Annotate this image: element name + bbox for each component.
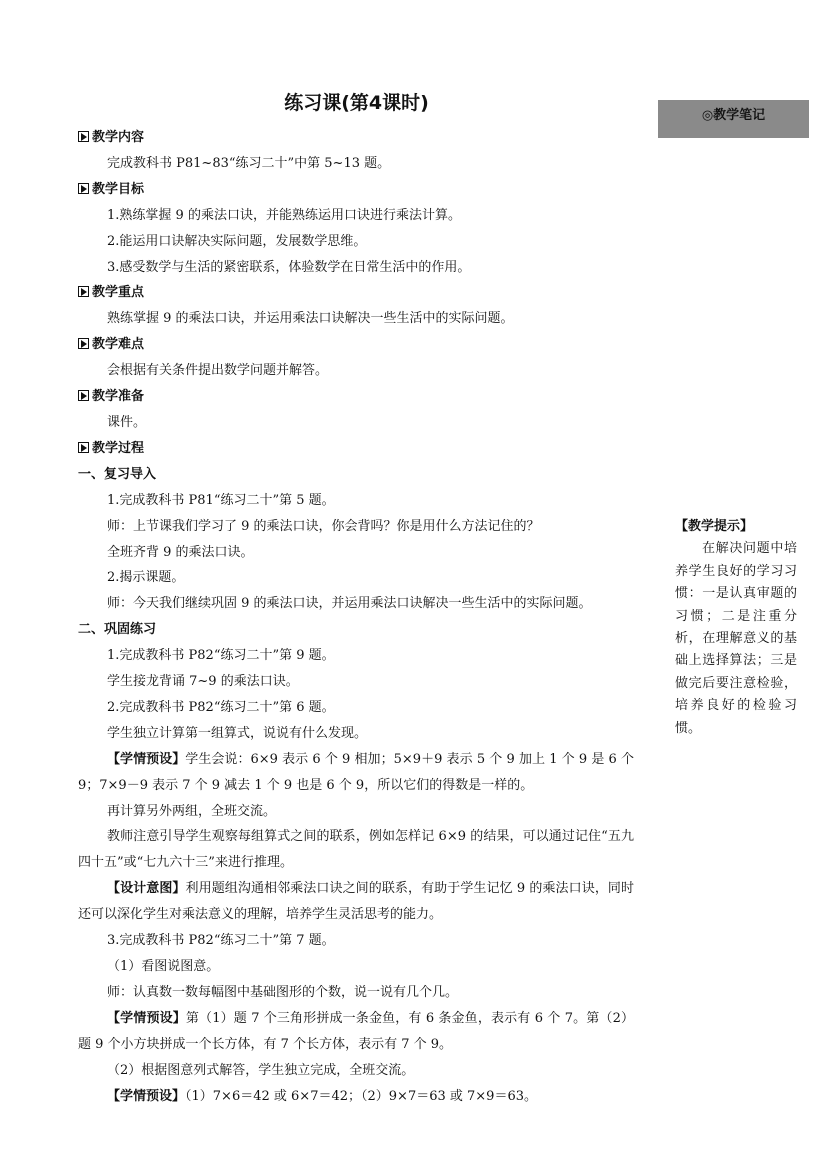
section-heading-goals: 教学目标 <box>78 177 634 203</box>
triangle-bullet-icon <box>78 442 89 453</box>
goal-item: 3.感受数学与生活的紧密联系，体验数学在日常生活中的作用。 <box>107 259 471 275</box>
section-heading-difficulty: 教学难点 <box>78 332 634 358</box>
part2-heading: 二、巩固练习 <box>78 622 157 638</box>
part2-line: 1.完成教科书 P82“练习二十”第 9 题。 <box>107 648 335 664</box>
teaching-tip-sidebar <box>675 516 797 740</box>
preset-paragraph: 【学情预设】第（1）题 7 个三角形拼成一条金鱼，有 6 条金鱼，表示有 6 个 7。第（2）题 9 个小方块拼成一个长方体，有 7 个长方体，表示有 7 个 9。 <box>78 1010 634 1052</box>
prep-text: 课件。 <box>107 414 147 430</box>
part2-line: 学生接龙背诵 7~9 的乘法口诀。 <box>107 674 299 690</box>
triangle-bullet-icon <box>78 286 89 297</box>
part2-line: （2）根据图意列式解答，学生独立完成，全班交流。 <box>107 1062 415 1078</box>
section-heading-key: 教学重点 <box>78 280 634 306</box>
sidebar-text: 在解决问题中培养学生良好的学习习惯：一是认真审题的习惯；二是注重分析，在理解意义的基础上选择算法；三是做完后要注意检验，培养良好的检验习惯。 <box>675 541 797 736</box>
triangle-bullet-icon <box>78 183 89 194</box>
part1-line: 2.揭示课题。 <box>107 570 185 586</box>
part2-line: 师：认真数一数每幅图中基础图形的个数，说一说有几个几。 <box>107 984 459 1000</box>
design-intent-paragraph: 【设计意图】利用题组沟通相邻乘法口诀之间的联系，有助于学生记忆 9 的乘法口诀，同时还可以深化学生对乘法意义的理解，培养学生灵活思考的能力。 <box>78 881 634 923</box>
sidebar-title: 【教学提示】 <box>675 519 754 534</box>
part1-line: 全班齐背 9 的乘法口诀。 <box>107 544 254 560</box>
part1-line: 1.完成教科书 P81“练习二十”第 5 题。 <box>107 492 335 508</box>
triangle-bullet-icon <box>78 390 89 401</box>
section-heading-content: 教学内容 <box>78 125 634 151</box>
part2-line: 3.完成教科书 P82“练习二十”第 7 题。 <box>107 933 335 949</box>
part1-line: 师：上节课我们学习了 9 的乘法口诀，你会背吗？你是用什么方法记住的？ <box>107 518 540 534</box>
page-title: 练习课(第4课时) <box>284 92 429 114</box>
goal-item: 2.能运用口诀解决实际问题，发展数学思维。 <box>107 233 367 249</box>
content-text: 完成教科书 P81~83“练习二十”中第 5~13 题。 <box>107 155 391 171</box>
part2-line: （1）看图说图意。 <box>107 959 220 974</box>
main-content <box>78 125 634 1109</box>
part2-line: 学生独立计算第一组算式，说说有什么发现。 <box>107 725 368 741</box>
goal-item: 1.熟练掌握 9 的乘法口诀，并能熟练运用口诀进行乘法计算。 <box>107 207 461 223</box>
difficulty-text: 会根据有关条件提出数学问题并解答。 <box>107 363 329 379</box>
key-text: 熟练掌握 9 的乘法口诀，并运用乘法口诀解决一些生活中的实际问题。 <box>107 311 514 327</box>
triangle-bullet-icon <box>78 131 89 142</box>
part1-line: 师：今天我们继续巩固 9 的乘法口诀，并运用乘法口诀解决一些生活中的实际问题。 <box>107 596 592 612</box>
part2-line: 2.完成教科书 P82“练习二十”第 6 题。 <box>107 699 335 715</box>
section-heading-process: 教学过程 <box>78 436 634 462</box>
notes-label-box: ◎教学笔记 <box>658 100 809 138</box>
section-heading-prep: 教学准备 <box>78 384 634 410</box>
preset-paragraph: 【学情预设】学生会说：6×9 表示 6 个 9 相加；5×9＋9 表示 5 个 9 加上 1 个 9 是 6 个 9；7×9－9 表示 7 个 9 减去 1 个 9 也是 6 个 9，所以它们的得数是一样的。 <box>78 751 634 793</box>
part2-line: 再计算另外两组，全班交流。 <box>107 803 277 819</box>
part1-heading: 一、复习导入 <box>78 466 157 482</box>
triangle-bullet-icon <box>78 338 89 349</box>
preset-paragraph: 【学情预设】（1）7×6＝42 或 6×7＝42；（2）9×7＝63 或 7×9＝63。 <box>107 1088 537 1104</box>
guidance-paragraph: 教师注意引导学生观察每组算式之间的联系，例如怎样记 6×9 的结果，可以通过记住“五九四十五”或“七九六十三”来进行推理。 <box>78 829 634 871</box>
